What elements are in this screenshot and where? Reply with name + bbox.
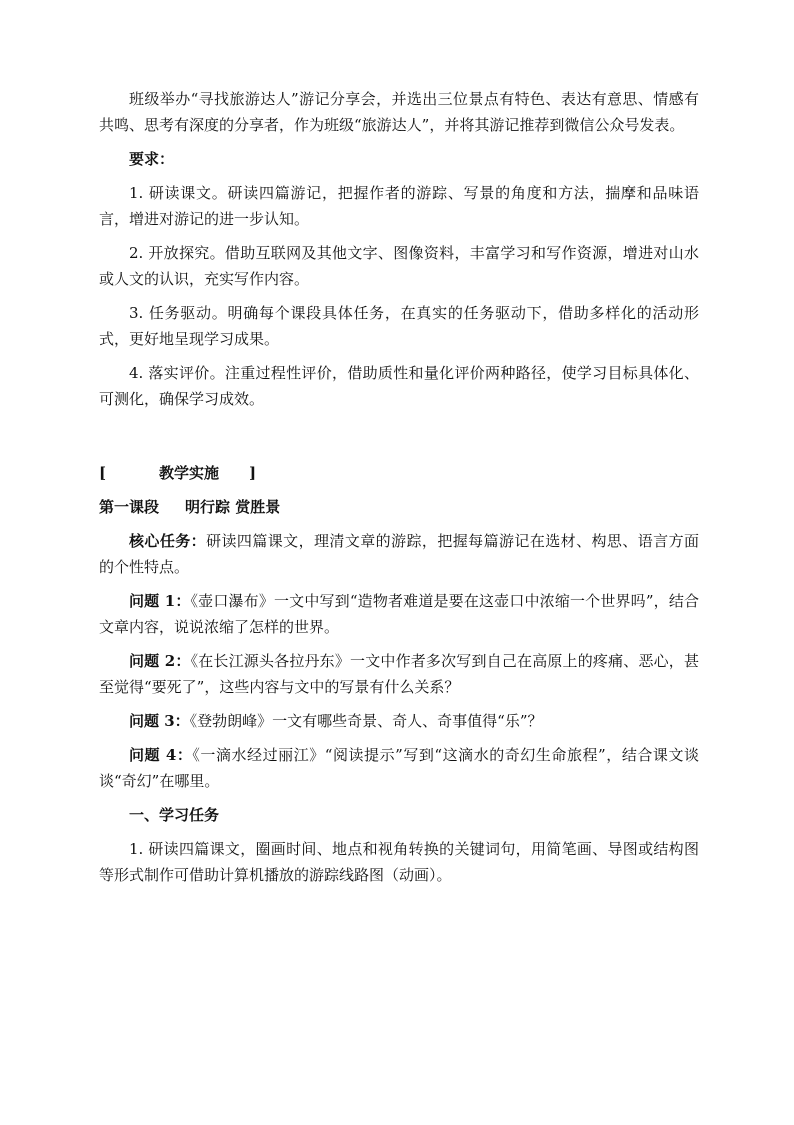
requirement-item: 3. 任务驱动。明确每个课段具体任务，在真实的任务驱动下，借助多样化的活动形式，更好地呈现学习成果。: [99, 304, 699, 348]
requirements-title: 要求：: [129, 150, 175, 168]
question-label: 问题 1：: [129, 592, 191, 610]
question-label: 问题 3：: [129, 712, 190, 730]
core-task-text: 研读四篇课文，理清文章的游踪，把握每篇游记在选材、构思、语言方面的个性特点。: [99, 532, 699, 576]
section-bracket-close: ]: [249, 464, 257, 482]
core-task-label: 核心任务：: [129, 532, 207, 550]
question-paragraph: [99, 588, 699, 640]
section-bracket-open: [: [99, 464, 107, 482]
question-text: 《登勃朗峰》一文有哪些奇景、奇人、奇事值得“乐”？: [189, 712, 543, 730]
question-label: 问题 2：: [129, 652, 191, 670]
intro-paragraph: 班级举办“寻找旅游达人”游记分享会，并选出三位景点有特色、表达有意思、情感有共鸣、思考有深度的分享者，作为班级“旅游达人”，并将其游记推荐到微信公众号发表。: [99, 90, 699, 134]
lesson-title: 明行踪 赏胜景: [185, 498, 281, 516]
question-text: 《一滴水经过丽江》“阅读提示”写到“这滴水的奇幻生命旅程”，结合课文谈谈“奇幻”在哪里。: [99, 746, 699, 790]
section-title: 教学实施: [159, 464, 220, 482]
requirement-item: 4. 落实评价。注重过程性评价，借助质性和量化评价两种路径，使学习目标具体化、可测化，确保学习成效。: [99, 364, 699, 408]
document-body: [99, 86, 699, 896]
lesson-heading: [99, 494, 699, 520]
question-paragraph: [99, 708, 699, 734]
spacer: [99, 420, 699, 460]
core-task-paragraph: [99, 528, 699, 580]
question-paragraph: [99, 648, 699, 700]
learning-task-item: 1. 研读四篇课文，圈画时间、地点和视角转换的关键词句，用简笔画、导图或结构图等形式制作可借助计算机播放的游踪线路图（动画）。: [99, 840, 699, 884]
question-text: 《在长江源头各拉丹东》一文中作者多次写到自己在高原上的疼痛、恶心，甚至觉得“要死了”，这些内容与文中的写景有什么关系？: [99, 652, 699, 696]
requirement-item: 1. 研读课文。研读四篇游记，把握作者的游踪、写景的角度和方法，揣摩和品味语言，增进对游记的进一步认知。: [99, 184, 699, 228]
lesson-label: 第一课段: [99, 498, 160, 516]
learning-task-title: 一、学习任务: [129, 806, 220, 824]
section-heading: [99, 460, 699, 486]
requirement-item: 2. 开放探究。借助互联网及其他文字、图像资料，丰富学习和写作资源，增进对山水或人文的认识，充实写作内容。: [99, 244, 699, 288]
question-paragraph: [99, 742, 699, 794]
question-label: 问题 4：: [129, 746, 193, 764]
question-text: 《壶口瀑布》一文中写到“造物者难道是要在这壶口中浓缩一个世界吗”，结合文章内容，说说浓缩了怎样的世界。: [99, 592, 699, 636]
